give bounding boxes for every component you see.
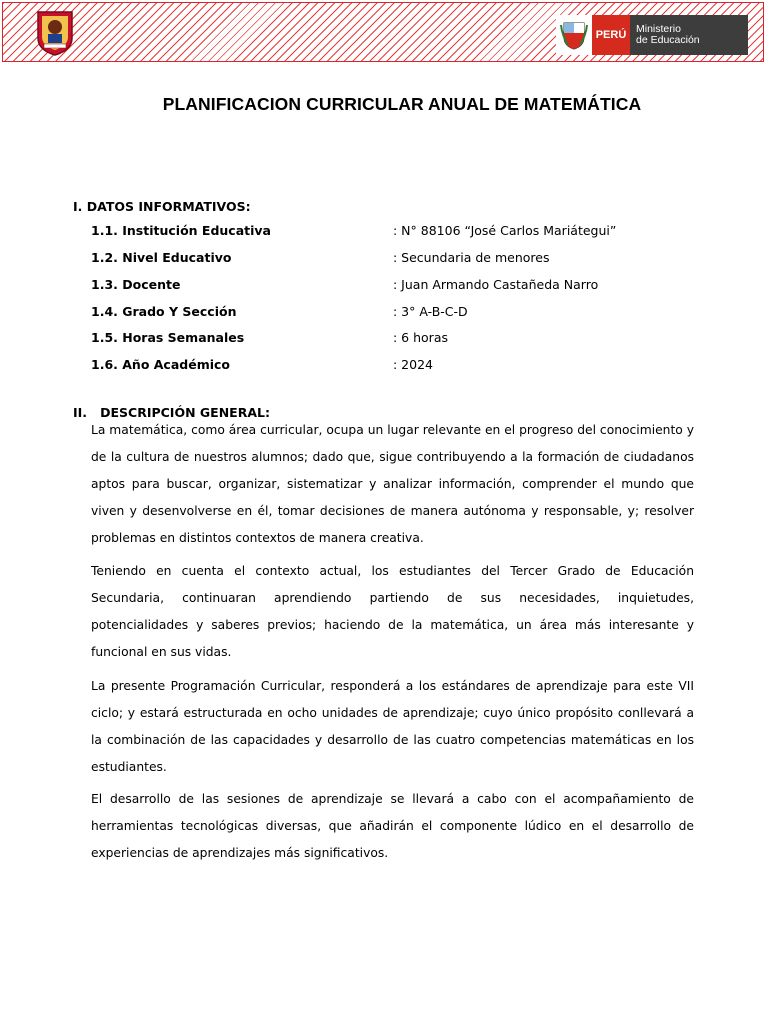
ministry-of-education-badge	[556, 15, 748, 55]
info-row	[91, 277, 651, 297]
info-row	[91, 357, 651, 377]
info-label: 1.3. Docente	[91, 277, 181, 292]
ministry-name	[630, 15, 748, 55]
section-descripcion-general-heading: II. DESCRIPCIÓN GENERAL:	[73, 405, 270, 420]
info-label: 1.6. Año Académico	[91, 357, 231, 372]
school-crest-logo	[36, 10, 74, 56]
info-value: : 3° A-B-C-D	[393, 304, 468, 319]
peru-coat-of-arms-icon	[556, 15, 592, 55]
info-row	[91, 330, 651, 350]
ministry-line-2: de Educación	[636, 34, 700, 46]
ministry-line-1: Ministerio	[636, 23, 681, 35]
info-value: : N° 88106 “José Carlos Mariátegui”	[393, 223, 617, 238]
info-label: 1.4. Grado Y Sección	[91, 304, 237, 319]
info-label: 1.1. Institución Educativa	[91, 223, 271, 238]
info-value: : 6 horas	[393, 330, 448, 345]
page-title: PLANIFICACION CURRICULAR ANUAL DE MATEMÁTICA	[162, 94, 642, 114]
info-value: : Juan Armando Castañeda Narro	[393, 277, 599, 292]
description-paragraph: La presente Programación Curricular, responderá a los estándares de aprendizaje para este VII ciclo; y estará estructurada en ocho unidades de aprendizaje; cuyo único propósito conllevará a la combinación de las capacidades y desarrollo de las cuatro competencias matemáticas en los estudiantes.	[91, 679, 694, 774]
info-value: : Secundaria de menores	[393, 250, 550, 265]
section-datos-informativos-heading: I. DATOS INFORMATIVOS:	[73, 199, 251, 214]
description-paragraph: El desarrollo de las sesiones de aprendizaje se llevará a cabo con el acompañamiento de herramientas tecnológicas diversas, que añadirán el componente lúdico en el desarrollo de experiencias de aprendizajes más significativos.	[91, 792, 694, 860]
info-row	[91, 250, 651, 270]
info-label: 1.2. Nivel Educativo	[91, 250, 232, 265]
info-value: : 2024	[393, 357, 433, 372]
description-paragraph: La matemática, como área curricular, ocupa un lugar relevante en el progreso del conocimiento y de la cultura de nuestros alumnos; dado que, sigue contribuyendo a la formación de ciudadanos aptos para buscar, organizar, sistematizar y analizar información, comprender el mundo que viven y desenvolverse en él, tomar decisiones de manera autónoma y responsable, y; resolver problemas en distintos contextos de manera creativa.	[91, 423, 694, 545]
info-row	[91, 223, 651, 243]
description-paragraph: Teniendo en cuenta el contexto actual, los estudiantes del Tercer Grado de Educación Secundaria, continuaran aprendiendo partiendo de sus necesidades, inquietudes, potencialidades y saberes previos; haciendo de la matemática, un área más interesante y funcional en sus vidas.	[91, 564, 694, 659]
info-row	[91, 304, 651, 324]
peru-label: PERÚ	[592, 15, 630, 55]
info-label: 1.5. Horas Semanales	[91, 330, 245, 345]
